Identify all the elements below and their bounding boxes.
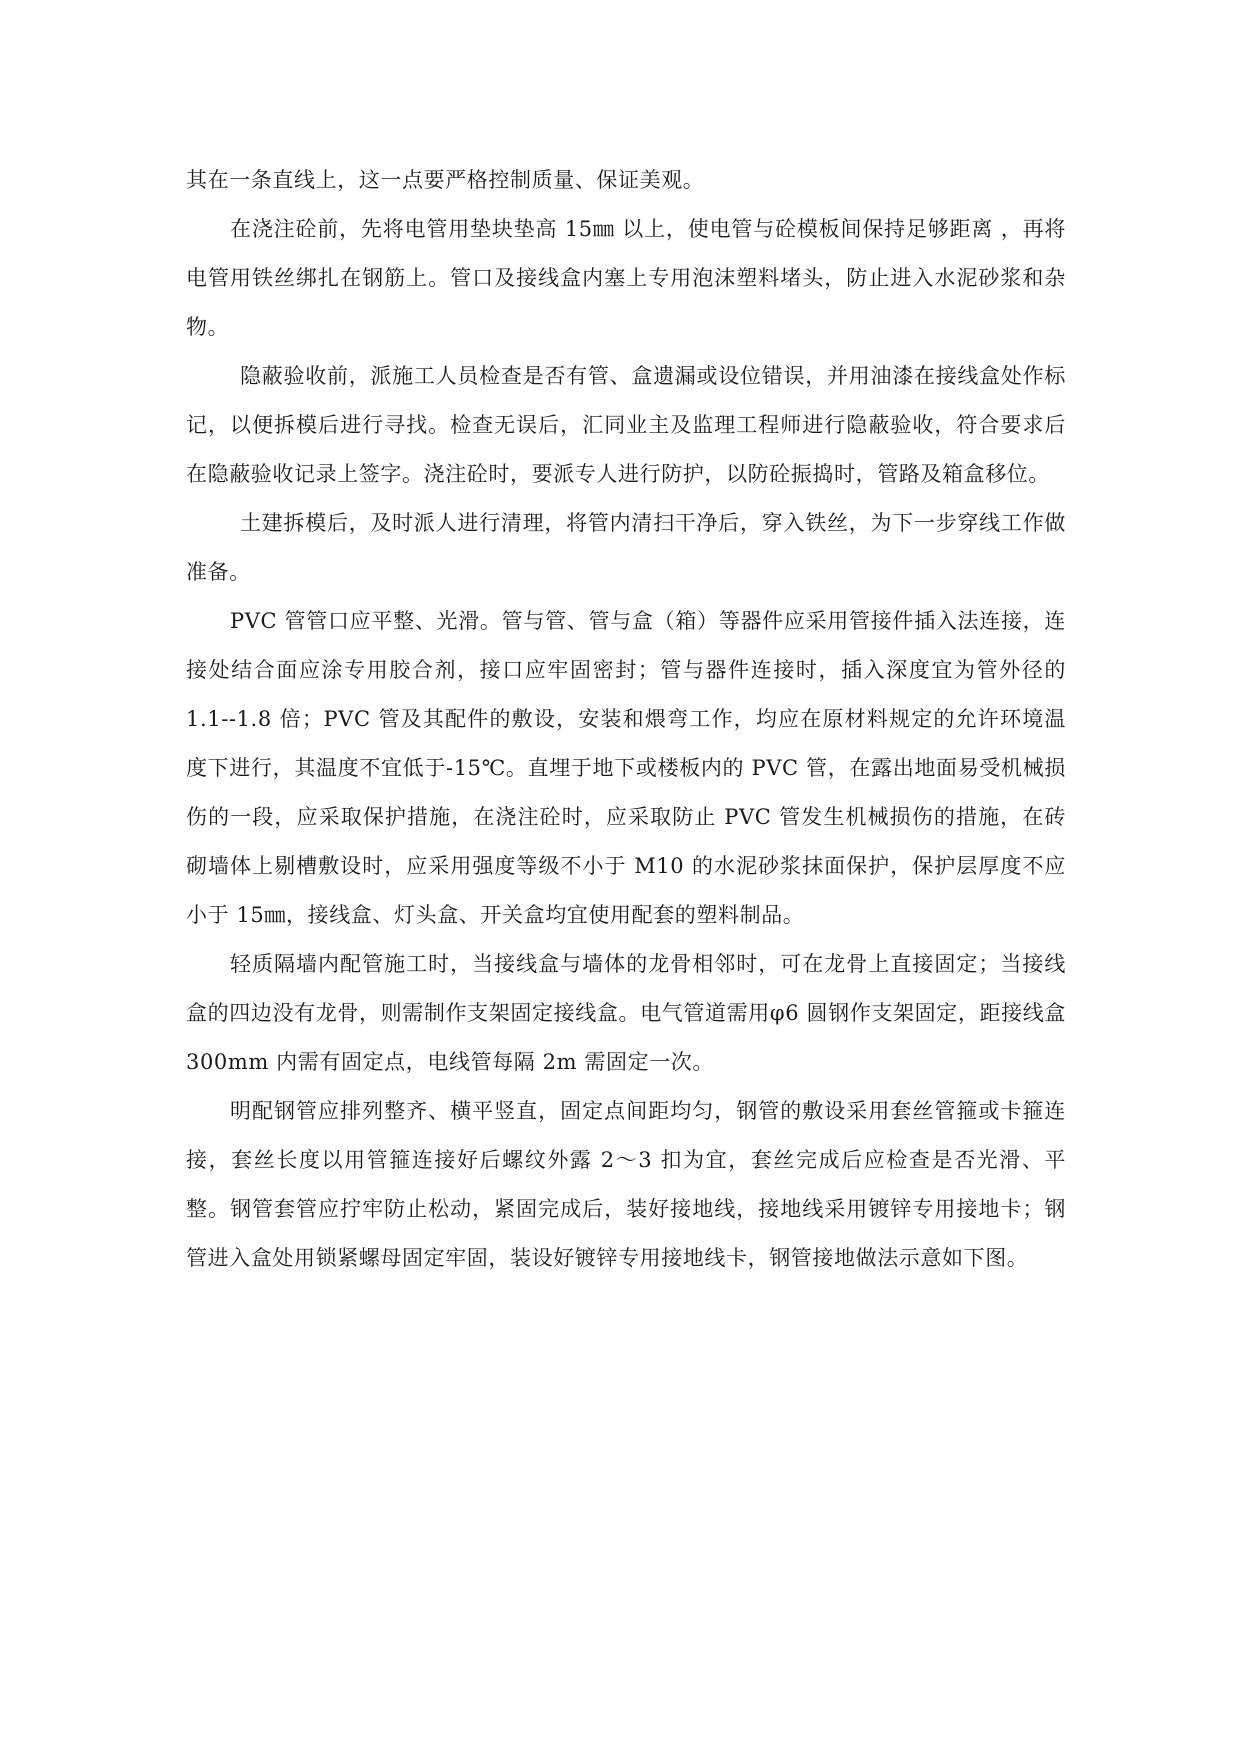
document-body — [186, 156, 1066, 1283]
paragraph-7: 明配钢管应排列整齐、横平竖直，固定点间距均匀，钢管的敷设采用套丝管箍或卡箍连接，套丝长度以用管箍连接好后螺纹外露 2～3 扣为宜，套丝完成后应检查是否光滑、平整。钢管套管应拧牢防止松动，紧固完成后，装好接地线，接地线采用镀锌专用接地卡；钢管进入盒处用锁紧螺母固定牢固，装设好镀锌专用接地线卡，钢管接地做法示意如下图。 — [186, 1099, 1066, 1270]
paragraph-2: 在浇注砼前，先将电管用垫块垫高 15㎜ 以上，使电管与砼模板间保持足够距离 ，再将电管用铁丝绑扎在钢筋上。管口及接线盒内塞上专用泡沫塑料堵头，防止进入水泥砂浆和杂物。 — [186, 217, 1066, 339]
paragraph-3: 隐蔽验收前，派施工人员检查是否有管、盒遗漏或设位错误，并用油漆在接线盒处作标记，以便拆模后进行寻找。检查无误后，汇同业主及监理工程师进行隐蔽验收，符合要求后在隐蔽验收记录上签字。浇注砼时，要派专人进行防护，以防砼振捣时，管路及箱盒移位。 — [186, 364, 1066, 486]
paragraph-1: 其在一条直线上，这一点要严格控制质量、保证美观。 — [186, 168, 705, 192]
paragraph-6: 轻质隔墙内配管施工时，当接线盒与墙体的龙骨相邻时，可在龙骨上直接固定；当接线盒的四边没有龙骨，则需制作支架固定接线盒。电气管道需用φ6 圆钢作支架固定，距接线盒 300mm 内需有固定点，电线管每隔 2m 需固定一次。 — [186, 952, 1066, 1074]
paragraph-5: PVC 管管口应平整、光滑。管与管、管与盒（箱）等器件应采用管接件插入法连接，连接处结合面应涂专用胶合剂，接口应牢固密封；管与器件连接时，插入深度宜为管外径的 1.1--1.8 倍；PVC 管及其配件的敷设，安装和煨弯工作，均应在原材料规定的允许环境温度下进行，其温度不宜低于-15℃。直埋于地下或楼板内的 PVC 管，在露出地面易受机械损伤的一段，应采取保护措施，在浇注砼时，应采取防止 PVC 管发生机械损伤的措施，在砖砌墙体上剔槽敷设时，应采用强度等级不小于 M10 的水泥砂浆抹面保护，保护层厚度不应小于 15㎜，接线盒、灯头盒、开关盒均宜使用配套的塑料制品。 — [186, 609, 1066, 927]
paragraph-4: 土建拆模后，及时派人进行清理，将管内清扫干净后，穿入铁丝，为下一步穿线工作做准备。 — [186, 511, 1066, 584]
